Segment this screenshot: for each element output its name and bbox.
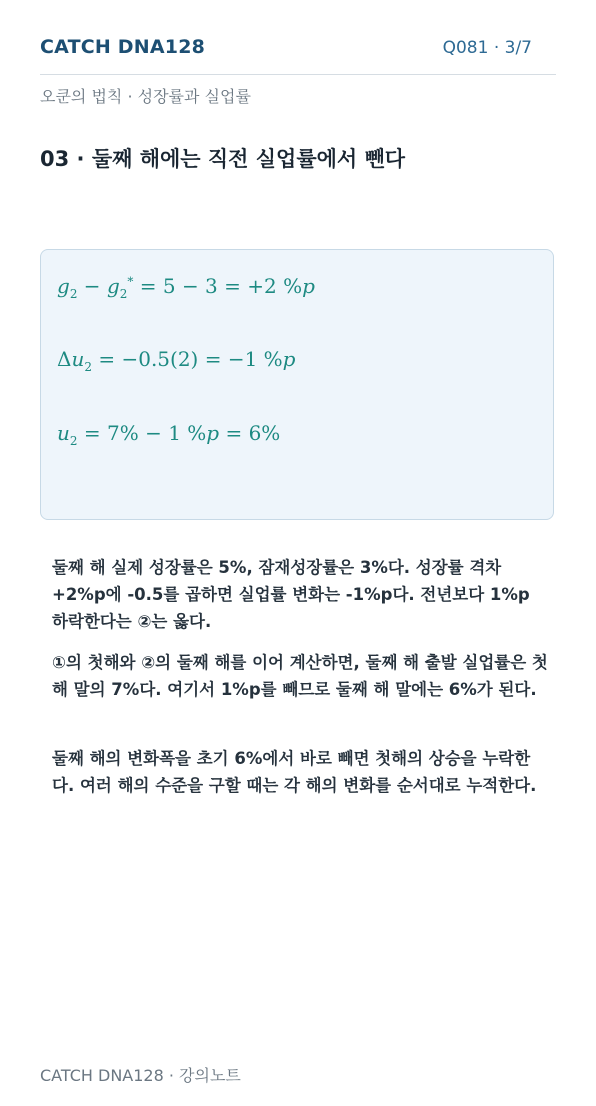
brand-title: CATCH DNA128 [40, 36, 206, 58]
explanation-paragraph: ①의 첫해와 ②의 둘째 해를 이어 계산하면, 둘째 해 출발 실업률은 첫해 말의 7%다. 여기서 1%p를 빼므로 둘째 해 말에는 6%가 된다. [52, 653, 548, 699]
page-footer: CATCH DNA128 · 강의노트 [40, 1066, 241, 1085]
formula-unemployment-change: $\Delta u_2 = -0.5(2) = -1$ %p [57, 347, 296, 374]
formula-unemployment-level: $u_2 = 7\% - 1$ %p = 6% [57, 421, 281, 448]
page-header [40, 36, 556, 75]
section-title: 03 · 둘째 해에는 직전 실업률에서 뺀다 [40, 147, 406, 171]
question-progress: Q081 · 3/7 [442, 38, 532, 58]
formula-growth-gap: $g_2 - g_2^* = 5 - 3 = +2$ %p [57, 274, 315, 301]
explanation-paragraph: 둘째 해 실제 성장률은 5%, 잠재성장률은 3%다. 성장률 격차 +2%p에 -0.5를 곱하면 실업률 변화는 -1%p다. 전년보다 1%p 하락한다는 ②는 옳다. [52, 558, 530, 631]
topic-subtitle: 오쿤의 법칙 · 성장률과 실업률 [40, 87, 251, 106]
explanation-paragraph: 둘째 해의 변화폭을 초기 6%에서 바로 빼면 첫해의 상승을 누락한다. 여러 해의 수준을 구할 때는 각 해의 변화를 순서대로 누적한다. [52, 749, 537, 795]
formula-box [40, 249, 554, 520]
